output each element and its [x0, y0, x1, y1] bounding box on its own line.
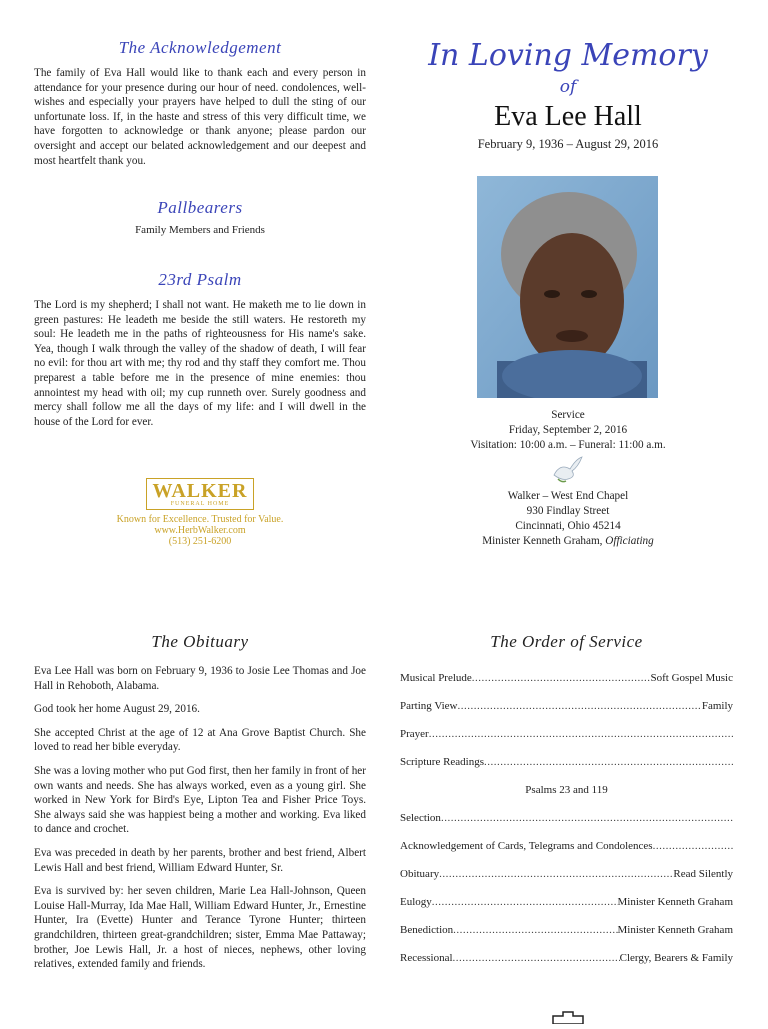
pallbearers-title: Pallbearers	[157, 198, 243, 217]
order-item: Scripture Readings .....	[400, 756, 733, 784]
service-times: Visitation: 10:00 a.m. – Funeral: 11:00 a.m.	[470, 439, 666, 451]
pallbearers-section	[34, 198, 366, 236]
order-of-service-section	[400, 632, 733, 980]
service-city: Cincinnati, Ohio 45214	[515, 520, 621, 532]
obituary-paragraph: Eva is survived by: her seven children, Marie Lea Hall-Johnson, Queen Louise Hall-Murray, Ida Mae Hall, William Edward Hunter, Jr., Ernestine Hunter, Ira (Evette) Hunter and Terance Tyrone Hunter; thirteen grandchildren, thirteen great-grandchildren; sister, Emma Mae Pattaway; brother, Joe Lewis Hall, Jr. a host of nieces, nephews, other loving relatives, extended family and friends.	[34, 885, 366, 971]
order-item: Benediction ..... Minister Kenneth Graham	[400, 924, 733, 952]
memorial-of: of	[559, 77, 577, 97]
service-minister-role: Officiating	[605, 535, 654, 547]
order-item: Prayer .....	[400, 728, 733, 756]
obituary-paragraph: She was a loving mother who put God first, then her family in front of her own wants and needs. She has always worked, even as a young girl. She worked in New York for Bird's Eye, Lipton Tea and Fisher Price Toys. She always said she was happiest being a mother and working. Eva liked to dance and crochet.	[34, 764, 366, 836]
service-minister: Minister Kenneth Graham,	[482, 535, 603, 547]
life-dates: February 9, 1936 – August 29, 2016	[477, 137, 659, 151]
funeral-home-logo	[146, 478, 255, 510]
portrait-illustration	[477, 176, 658, 398]
acknowledgement-section	[34, 38, 366, 168]
acknowledgement-text: The family of Eva Hall would like to thank each and every person in attendance for your presence during our hour of need. condolences, well-wishes and especially your prayers have helped to dull the sting of our unfortunate loss. If, in the haste and stress of this very difficult time, we have forgotten to acknowledge or thank anyone; please pardon our oversight and accept our belated acknowledgement and our deepest and most heartfelt thank you.	[34, 67, 366, 167]
service-details	[400, 408, 736, 549]
pallbearers-text: Family Members and Friends	[135, 224, 265, 236]
psalm-section	[34, 270, 366, 429]
obituary-section	[34, 632, 366, 981]
obituary-paragraph: Eva was preceded in death by her parents, brother and best friend, Albert Lewis Hall and best friend, William Edward Hunter, Sr.	[34, 846, 366, 874]
service-label: Service	[551, 409, 585, 421]
funeral-home-block	[80, 478, 320, 547]
obituary-paragraph: She accepted Christ at the age of 12 at Ana Grove Baptist Church. She loved to read her bible everyday.	[34, 726, 366, 754]
cross-icon	[548, 1010, 588, 1024]
obituary-title: The Obituary	[151, 632, 249, 651]
service-venue: Walker – West End Chapel	[507, 490, 629, 502]
portrait-photo	[477, 176, 658, 398]
order-of-service-list	[400, 672, 733, 980]
psalm-text: The Lord is my shepherd; I shall not want. He maketh me to lie down in green pastures: He leadeth me beside the still waters. He restoreth my soul: He leadeth me in the paths of righteousness for His name's sake. Yea, though I walk through the valley of the shadow of death, I will fear no evil: for thou art with me; thy rod and thy staff they comfort me. Thou preparest a table before me in the presence of mine enemies: thou annointest my head with oil; my cup runneth over. Surely goodness and mercy shall follow me all the days of my life: and I will dwell in the house of the Lord for ever.	[34, 299, 366, 428]
funeral-home-tagline: Known for Excellence. Trusted for Value.	[116, 514, 284, 525]
order-item: Obituary ..... Read Silently	[400, 868, 733, 896]
psalm-title: 23rd Psalm	[158, 270, 242, 289]
funeral-home-website[interactable]: www.HerbWalker.com	[154, 525, 246, 536]
order-of-service-title: The Order of Service	[490, 632, 643, 651]
logo-subtext: FUNERAL HOME	[170, 501, 230, 507]
memorial-heading: In Loving Memory	[428, 38, 708, 73]
order-item: Eulogy ..... Minister Kenneth Graham	[400, 896, 733, 924]
obituary-paragraph: God took her home August 29, 2016.	[34, 703, 200, 716]
order-item: Parting View ..... Family	[400, 700, 733, 728]
service-date: Friday, September 2, 2016	[508, 424, 628, 436]
order-item-scripture-ref: Psalms 23 and 119	[525, 784, 608, 796]
funeral-home-phone: (513) 251-6200	[168, 536, 232, 547]
order-item: Acknowledgement of Cards, Telegrams and Condolences .....	[400, 840, 733, 868]
logo-text: WALKER	[152, 480, 248, 502]
deceased-name: Eva Lee Hall	[494, 101, 642, 132]
service-street: 930 Findlay Street	[526, 505, 610, 517]
service-minister-line	[400, 534, 736, 549]
memorial-header	[400, 38, 736, 152]
order-item: Recessional ..... Clergy, Bearers & Family	[400, 952, 733, 980]
obituary-body	[34, 664, 366, 972]
order-item: Selection .....	[400, 812, 733, 840]
obituary-paragraph: Eva Lee Hall was born on February 9, 1936 to Josie Lee Thomas and Joe Hall in Rehoboth, Alabama.	[34, 665, 366, 692]
acknowledgement-title: The Acknowledgement	[118, 38, 282, 57]
order-item: Musical Prelude ..... Soft Gospel Music	[400, 672, 733, 700]
dove-icon	[400, 455, 736, 487]
